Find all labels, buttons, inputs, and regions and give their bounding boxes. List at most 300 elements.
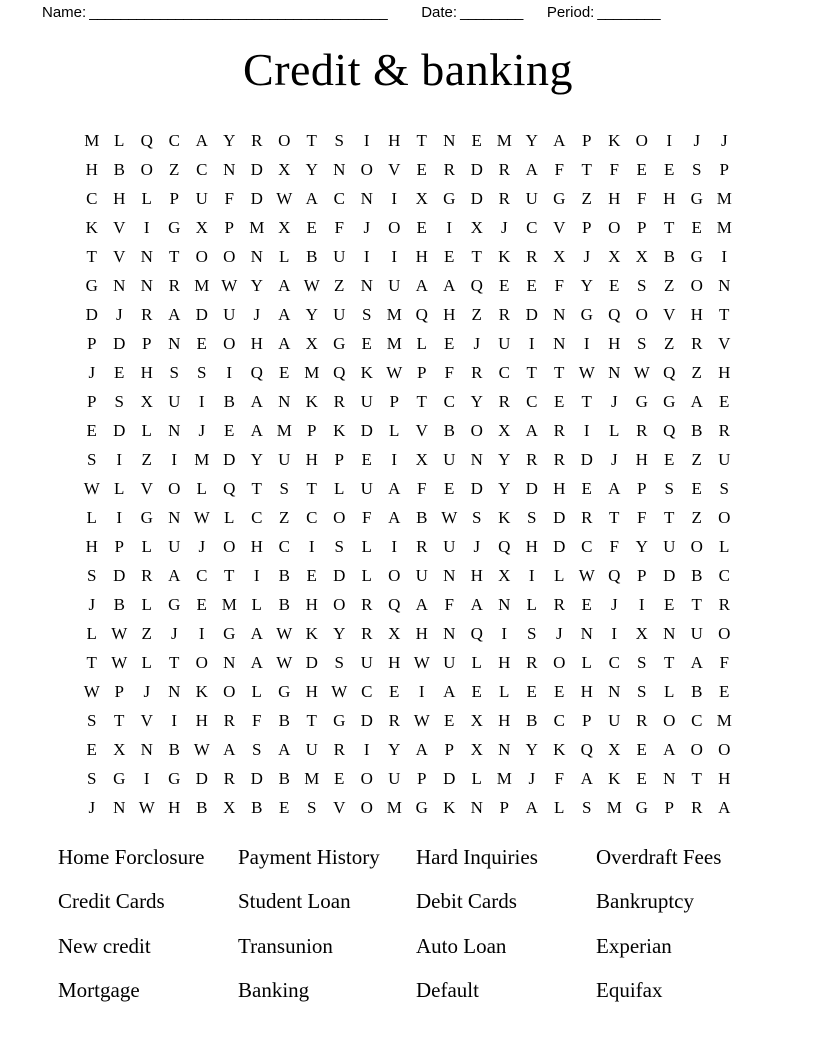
grid-cell[interactable]: T: [251, 479, 262, 498]
grid-cell[interactable]: Z: [279, 508, 290, 527]
grid-cell[interactable]: A: [525, 421, 538, 440]
grid-cell[interactable]: I: [501, 624, 508, 643]
grid-cell[interactable]: Y: [525, 131, 538, 150]
grid-cell[interactable]: L: [526, 595, 537, 614]
grid-cell[interactable]: U: [168, 537, 181, 556]
grid-cell[interactable]: N: [470, 798, 483, 817]
grid-cell[interactable]: K: [333, 421, 346, 440]
grid-cell[interactable]: W: [276, 653, 293, 672]
grid-cell[interactable]: A: [415, 740, 428, 759]
grid-cell[interactable]: I: [143, 218, 150, 237]
grid-cell[interactable]: S: [637, 334, 647, 353]
grid-cell[interactable]: L: [609, 421, 620, 440]
grid-cell[interactable]: W: [83, 479, 100, 498]
grid-cell[interactable]: A: [278, 334, 291, 353]
grid-cell[interactable]: I: [391, 189, 398, 208]
grid-cell[interactable]: D: [305, 653, 318, 672]
grid-cell[interactable]: O: [333, 508, 346, 527]
grid-cell[interactable]: U: [498, 334, 511, 353]
grid-cell[interactable]: N: [168, 334, 181, 353]
grid-cell[interactable]: H: [305, 595, 318, 614]
grid-cell[interactable]: Y: [388, 740, 401, 759]
grid-cell[interactable]: E: [389, 682, 400, 701]
grid-cell[interactable]: L: [196, 479, 207, 498]
grid-cell[interactable]: E: [306, 566, 317, 585]
grid-cell[interactable]: E: [526, 276, 537, 295]
grid-cell[interactable]: P: [87, 334, 97, 353]
grid-cell[interactable]: O: [195, 653, 208, 672]
grid-cell[interactable]: R: [636, 711, 648, 730]
grid-cell[interactable]: G: [333, 334, 346, 353]
grid-cell[interactable]: C: [361, 682, 373, 701]
grid-cell[interactable]: T: [169, 653, 180, 672]
grid-cell[interactable]: T: [86, 653, 97, 672]
grid-cell[interactable]: J: [253, 305, 261, 324]
grid-cell[interactable]: R: [526, 450, 538, 469]
grid-cell[interactable]: S: [307, 798, 317, 817]
grid-cell[interactable]: T: [581, 392, 592, 411]
grid-cell[interactable]: V: [415, 421, 428, 440]
grid-cell[interactable]: E: [306, 218, 317, 237]
grid-cell[interactable]: G: [168, 769, 181, 788]
grid-cell[interactable]: I: [391, 537, 398, 556]
grid-cell[interactable]: V: [333, 798, 346, 817]
grid-cell[interactable]: E: [719, 682, 730, 701]
grid-cell[interactable]: L: [141, 421, 152, 440]
grid-cell[interactable]: H: [140, 363, 153, 382]
grid-cell[interactable]: W: [386, 363, 403, 382]
grid-cell[interactable]: V: [553, 218, 566, 237]
grid-cell[interactable]: C: [333, 189, 345, 208]
grid-cell[interactable]: U: [608, 711, 621, 730]
grid-cell[interactable]: O: [635, 131, 648, 150]
grid-cell[interactable]: H: [305, 682, 318, 701]
grid-cell[interactable]: V: [113, 247, 126, 266]
grid-cell[interactable]: F: [609, 160, 619, 179]
grid-cell[interactable]: K: [360, 363, 373, 382]
grid-cell[interactable]: L: [114, 479, 125, 498]
grid-cell[interactable]: G: [333, 711, 346, 730]
grid-cell[interactable]: E: [361, 450, 372, 469]
grid-cell[interactable]: W: [413, 653, 430, 672]
grid-cell[interactable]: C: [251, 508, 263, 527]
grid-cell[interactable]: S: [169, 363, 179, 382]
grid-cell[interactable]: P: [224, 218, 234, 237]
grid-cell[interactable]: X: [470, 218, 483, 237]
grid-cell[interactable]: P: [307, 421, 317, 440]
grid-cell[interactable]: U: [443, 537, 456, 556]
grid-cell[interactable]: N: [360, 276, 373, 295]
grid-cell[interactable]: A: [690, 653, 703, 672]
grid-cell[interactable]: A: [168, 305, 181, 324]
grid-cell[interactable]: X: [608, 247, 621, 266]
grid-cell[interactable]: L: [719, 537, 730, 556]
grid-cell[interactable]: J: [500, 218, 508, 237]
grid-cell[interactable]: V: [140, 711, 153, 730]
grid-cell[interactable]: L: [334, 479, 345, 498]
grid-cell[interactable]: E: [581, 595, 592, 614]
grid-cell[interactable]: O: [360, 798, 373, 817]
word-list-item[interactable]: Hard Inquiries: [416, 845, 538, 869]
grid-cell[interactable]: H: [718, 363, 731, 382]
grid-cell[interactable]: A: [278, 276, 291, 295]
grid-cell[interactable]: G: [85, 276, 98, 295]
grid-cell[interactable]: W: [303, 276, 320, 295]
grid-cell[interactable]: L: [416, 334, 427, 353]
grid-cell[interactable]: F: [252, 711, 262, 730]
grid-cell[interactable]: A: [415, 276, 428, 295]
grid-cell[interactable]: G: [168, 218, 181, 237]
grid-cell[interactable]: Y: [498, 479, 511, 498]
grid-cell[interactable]: N: [168, 421, 181, 440]
grid-cell[interactable]: R: [141, 566, 153, 585]
grid-cell[interactable]: D: [470, 160, 483, 179]
grid-cell[interactable]: P: [637, 479, 647, 498]
grid-cell[interactable]: L: [471, 769, 482, 788]
grid-cell[interactable]: T: [691, 769, 702, 788]
grid-cell[interactable]: I: [528, 334, 535, 353]
grid-cell[interactable]: I: [583, 334, 590, 353]
grid-cell[interactable]: L: [279, 247, 290, 266]
grid-cell[interactable]: K: [305, 392, 318, 411]
grid-cell[interactable]: H: [525, 537, 538, 556]
grid-cell[interactable]: F: [334, 218, 344, 237]
grid-cell[interactable]: R: [361, 624, 373, 643]
grid-cell[interactable]: M: [276, 421, 292, 440]
grid-cell[interactable]: D: [443, 769, 456, 788]
grid-cell[interactable]: Q: [580, 740, 593, 759]
grid-cell[interactable]: F: [362, 508, 372, 527]
grid-cell[interactable]: J: [115, 305, 123, 324]
grid-cell[interactable]: P: [719, 160, 729, 179]
grid-cell[interactable]: M: [249, 218, 265, 237]
grid-cell[interactable]: M: [84, 131, 100, 150]
grid-cell[interactable]: M: [716, 189, 732, 208]
grid-cell[interactable]: P: [114, 537, 124, 556]
grid-cell[interactable]: G: [140, 508, 153, 527]
grid-cell[interactable]: H: [690, 305, 703, 324]
grid-cell[interactable]: N: [718, 276, 731, 295]
grid-cell[interactable]: E: [691, 218, 702, 237]
grid-cell[interactable]: N: [168, 508, 181, 527]
grid-cell[interactable]: E: [664, 595, 675, 614]
grid-cell[interactable]: S: [362, 305, 372, 324]
grid-cell[interactable]: A: [388, 508, 401, 527]
grid-cell[interactable]: F: [554, 160, 564, 179]
grid-cell[interactable]: A: [608, 479, 621, 498]
grid-cell[interactable]: X: [470, 711, 483, 730]
grid-cell[interactable]: Q: [470, 276, 483, 295]
word-list-item[interactable]: Equifax: [596, 977, 663, 1002]
grid-cell[interactable]: Q: [333, 363, 346, 382]
grid-cell[interactable]: L: [581, 653, 592, 672]
grid-cell[interactable]: E: [471, 682, 482, 701]
grid-cell[interactable]: I: [363, 247, 370, 266]
grid-cell[interactable]: W: [221, 276, 238, 295]
grid-cell[interactable]: Y: [250, 276, 263, 295]
grid-cell[interactable]: A: [525, 160, 538, 179]
grid-cell[interactable]: A: [663, 740, 676, 759]
grid-cell[interactable]: H: [85, 537, 98, 556]
grid-cell[interactable]: I: [418, 682, 425, 701]
grid-cell[interactable]: N: [608, 363, 621, 382]
grid-cell[interactable]: A: [470, 595, 483, 614]
grid-cell[interactable]: H: [415, 247, 428, 266]
grid-cell[interactable]: N: [580, 624, 593, 643]
grid-cell[interactable]: N: [663, 624, 676, 643]
grid-cell[interactable]: B: [223, 392, 235, 411]
grid-cell[interactable]: U: [305, 740, 318, 759]
grid-cell[interactable]: I: [611, 624, 618, 643]
grid-cell[interactable]: L: [361, 566, 372, 585]
grid-cell[interactable]: Q: [608, 305, 621, 324]
grid-cell[interactable]: M: [194, 276, 210, 295]
grid-cell[interactable]: I: [308, 537, 315, 556]
grid-cell[interactable]: E: [224, 421, 235, 440]
grid-cell[interactable]: G: [635, 798, 648, 817]
grid-cell[interactable]: X: [415, 450, 428, 469]
grid-cell[interactable]: Y: [580, 276, 593, 295]
grid-cell[interactable]: I: [116, 450, 123, 469]
grid-cell[interactable]: D: [360, 711, 373, 730]
grid-cell[interactable]: O: [608, 218, 621, 237]
grid-cell[interactable]: U: [278, 450, 291, 469]
grid-cell[interactable]: Y: [498, 450, 511, 469]
period-blank-line[interactable]: ________: [597, 4, 661, 21]
grid-cell[interactable]: O: [690, 537, 703, 556]
grid-cell[interactable]: Q: [388, 595, 401, 614]
grid-cell[interactable]: F: [719, 653, 729, 672]
grid-cell[interactable]: C: [718, 566, 730, 585]
grid-cell[interactable]: A: [305, 189, 318, 208]
grid-cell[interactable]: H: [608, 189, 621, 208]
grid-cell[interactable]: Z: [691, 508, 702, 527]
grid-cell[interactable]: J: [473, 334, 481, 353]
word-list-item[interactable]: Home Forclosure: [58, 845, 205, 869]
grid-cell[interactable]: S: [664, 479, 674, 498]
grid-cell[interactable]: G: [278, 682, 291, 701]
grid-cell[interactable]: B: [691, 421, 703, 440]
grid-cell[interactable]: I: [226, 363, 233, 382]
grid-cell[interactable]: C: [86, 189, 98, 208]
grid-cell[interactable]: S: [87, 566, 97, 585]
word-list-item[interactable]: New credit: [58, 933, 151, 958]
grid-cell[interactable]: A: [168, 566, 181, 585]
grid-cell[interactable]: T: [691, 595, 702, 614]
grid-cell[interactable]: D: [250, 769, 263, 788]
grid-cell[interactable]: S: [637, 653, 647, 672]
grid-cell[interactable]: Z: [691, 363, 702, 382]
grid-cell[interactable]: B: [663, 247, 675, 266]
grid-cell[interactable]: H: [168, 798, 181, 817]
grid-cell[interactable]: R: [416, 537, 428, 556]
grid-cell[interactable]: G: [223, 624, 236, 643]
grid-cell[interactable]: U: [718, 450, 731, 469]
grid-cell[interactable]: Q: [415, 305, 428, 324]
grid-cell[interactable]: B: [168, 740, 180, 759]
grid-cell[interactable]: E: [86, 740, 97, 759]
grid-cell[interactable]: S: [637, 276, 647, 295]
grid-cell[interactable]: J: [610, 595, 618, 614]
grid-cell[interactable]: E: [444, 247, 455, 266]
grid-cell[interactable]: T: [306, 479, 317, 498]
grid-cell[interactable]: M: [221, 595, 237, 614]
grid-cell[interactable]: E: [334, 769, 345, 788]
grid-cell[interactable]: Q: [608, 566, 621, 585]
date-blank-line[interactable]: ________: [460, 4, 523, 21]
grid-cell[interactable]: G: [580, 305, 593, 324]
grid-cell[interactable]: M: [496, 131, 512, 150]
grid-cell[interactable]: I: [198, 392, 205, 411]
grid-cell[interactable]: I: [391, 247, 398, 266]
grid-cell[interactable]: Y: [250, 450, 263, 469]
grid-cell[interactable]: F: [444, 595, 454, 614]
grid-cell[interactable]: J: [610, 392, 618, 411]
grid-cell[interactable]: L: [141, 537, 152, 556]
grid-cell[interactable]: X: [498, 566, 511, 585]
word-list-item[interactable]: Credit Cards: [58, 889, 165, 914]
grid-cell[interactable]: C: [443, 392, 455, 411]
grid-cell[interactable]: E: [499, 276, 510, 295]
grid-cell[interactable]: A: [443, 682, 456, 701]
grid-cell[interactable]: F: [554, 276, 564, 295]
grid-cell[interactable]: T: [664, 508, 675, 527]
grid-cell[interactable]: T: [554, 363, 565, 382]
grid-cell[interactable]: B: [691, 566, 703, 585]
grid-cell[interactable]: Q: [223, 479, 236, 498]
grid-cell[interactable]: E: [526, 682, 537, 701]
grid-cell[interactable]: U: [525, 189, 538, 208]
grid-cell[interactable]: U: [360, 479, 373, 498]
grid-cell[interactable]: P: [582, 131, 592, 150]
grid-cell[interactable]: T: [664, 653, 675, 672]
grid-cell[interactable]: T: [471, 247, 482, 266]
grid-cell[interactable]: P: [169, 189, 179, 208]
grid-cell[interactable]: U: [168, 392, 181, 411]
word-list-item[interactable]: Bankruptcy: [596, 889, 694, 914]
grid-cell[interactable]: D: [525, 305, 538, 324]
grid-cell[interactable]: A: [415, 595, 428, 614]
grid-cell[interactable]: H: [388, 131, 401, 150]
grid-cell[interactable]: Z: [169, 160, 180, 179]
grid-cell[interactable]: N: [498, 740, 511, 759]
grid-cell[interactable]: S: [582, 798, 592, 817]
grid-cell[interactable]: J: [693, 131, 701, 150]
grid-cell[interactable]: L: [251, 682, 262, 701]
grid-cell[interactable]: I: [253, 566, 260, 585]
grid-cell[interactable]: W: [193, 508, 210, 527]
grid-cell[interactable]: Q: [498, 537, 511, 556]
grid-cell[interactable]: U: [443, 450, 456, 469]
word-list-item[interactable]: Transunion: [238, 933, 333, 958]
grid-cell[interactable]: R: [388, 711, 400, 730]
grid-cell[interactable]: N: [250, 247, 263, 266]
word-list-item[interactable]: Mortgage: [58, 977, 140, 1002]
grid-cell[interactable]: F: [637, 508, 647, 527]
grid-cell[interactable]: M: [304, 769, 320, 788]
grid-cell[interactable]: I: [721, 247, 728, 266]
grid-cell[interactable]: S: [87, 450, 97, 469]
name-blank-line[interactable]: ______________________________________: [89, 4, 388, 21]
grid-cell[interactable]: H: [388, 653, 401, 672]
grid-cell[interactable]: W: [578, 363, 595, 382]
grid-cell[interactable]: W: [111, 624, 128, 643]
grid-cell[interactable]: R: [526, 247, 538, 266]
grid-cell[interactable]: E: [114, 363, 125, 382]
grid-cell[interactable]: A: [443, 276, 456, 295]
grid-cell[interactable]: O: [718, 740, 731, 759]
grid-cell[interactable]: J: [143, 682, 151, 701]
grid-cell[interactable]: D: [470, 479, 483, 498]
grid-cell[interactable]: U: [223, 305, 236, 324]
grid-cell[interactable]: N: [443, 131, 456, 150]
grid-cell[interactable]: O: [718, 624, 731, 643]
grid-cell[interactable]: I: [666, 131, 673, 150]
grid-cell[interactable]: O: [223, 247, 236, 266]
grid-cell[interactable]: I: [391, 450, 398, 469]
grid-cell[interactable]: W: [138, 798, 155, 817]
grid-cell[interactable]: D: [553, 537, 566, 556]
grid-cell[interactable]: B: [416, 508, 428, 527]
grid-cell[interactable]: C: [526, 218, 538, 237]
grid-cell[interactable]: Q: [470, 624, 483, 643]
grid-cell[interactable]: H: [718, 769, 731, 788]
grid-cell[interactable]: F: [637, 189, 647, 208]
grid-cell[interactable]: G: [690, 189, 703, 208]
grid-cell[interactable]: H: [553, 479, 566, 498]
grid-cell[interactable]: J: [528, 769, 536, 788]
grid-cell[interactable]: P: [444, 740, 454, 759]
grid-cell[interactable]: T: [169, 247, 180, 266]
grid-cell[interactable]: X: [388, 624, 401, 643]
grid-cell[interactable]: N: [223, 160, 236, 179]
grid-cell[interactable]: H: [415, 624, 428, 643]
grid-cell[interactable]: X: [278, 218, 291, 237]
grid-cell[interactable]: D: [333, 566, 346, 585]
grid-cell[interactable]: E: [636, 160, 647, 179]
grid-cell[interactable]: E: [416, 160, 427, 179]
grid-cell[interactable]: K: [305, 624, 318, 643]
grid-cell[interactable]: P: [142, 334, 152, 353]
grid-cell[interactable]: X: [140, 392, 153, 411]
grid-cell[interactable]: K: [608, 131, 621, 150]
grid-cell[interactable]: S: [252, 740, 262, 759]
grid-cell[interactable]: K: [498, 247, 511, 266]
grid-cell[interactable]: B: [278, 595, 290, 614]
grid-cell[interactable]: T: [526, 363, 537, 382]
grid-cell[interactable]: Z: [664, 276, 675, 295]
grid-cell[interactable]: S: [527, 508, 537, 527]
grid-cell[interactable]: M: [716, 218, 732, 237]
grid-cell[interactable]: H: [663, 189, 676, 208]
grid-cell[interactable]: P: [664, 798, 674, 817]
grid-cell[interactable]: S: [114, 392, 124, 411]
grid-cell[interactable]: A: [553, 131, 566, 150]
grid-cell[interactable]: H: [470, 566, 483, 585]
grid-cell[interactable]: I: [198, 624, 205, 643]
grid-cell[interactable]: Y: [525, 740, 538, 759]
grid-cell[interactable]: M: [496, 769, 512, 788]
grid-cell[interactable]: U: [333, 305, 346, 324]
grid-cell[interactable]: V: [663, 305, 676, 324]
grid-cell[interactable]: G: [443, 189, 456, 208]
grid-cell[interactable]: T: [719, 305, 730, 324]
grid-cell[interactable]: P: [582, 711, 592, 730]
grid-cell[interactable]: N: [333, 160, 346, 179]
grid-cell[interactable]: N: [498, 595, 511, 614]
grid-cell[interactable]: A: [223, 740, 236, 759]
grid-cell[interactable]: K: [608, 769, 621, 788]
